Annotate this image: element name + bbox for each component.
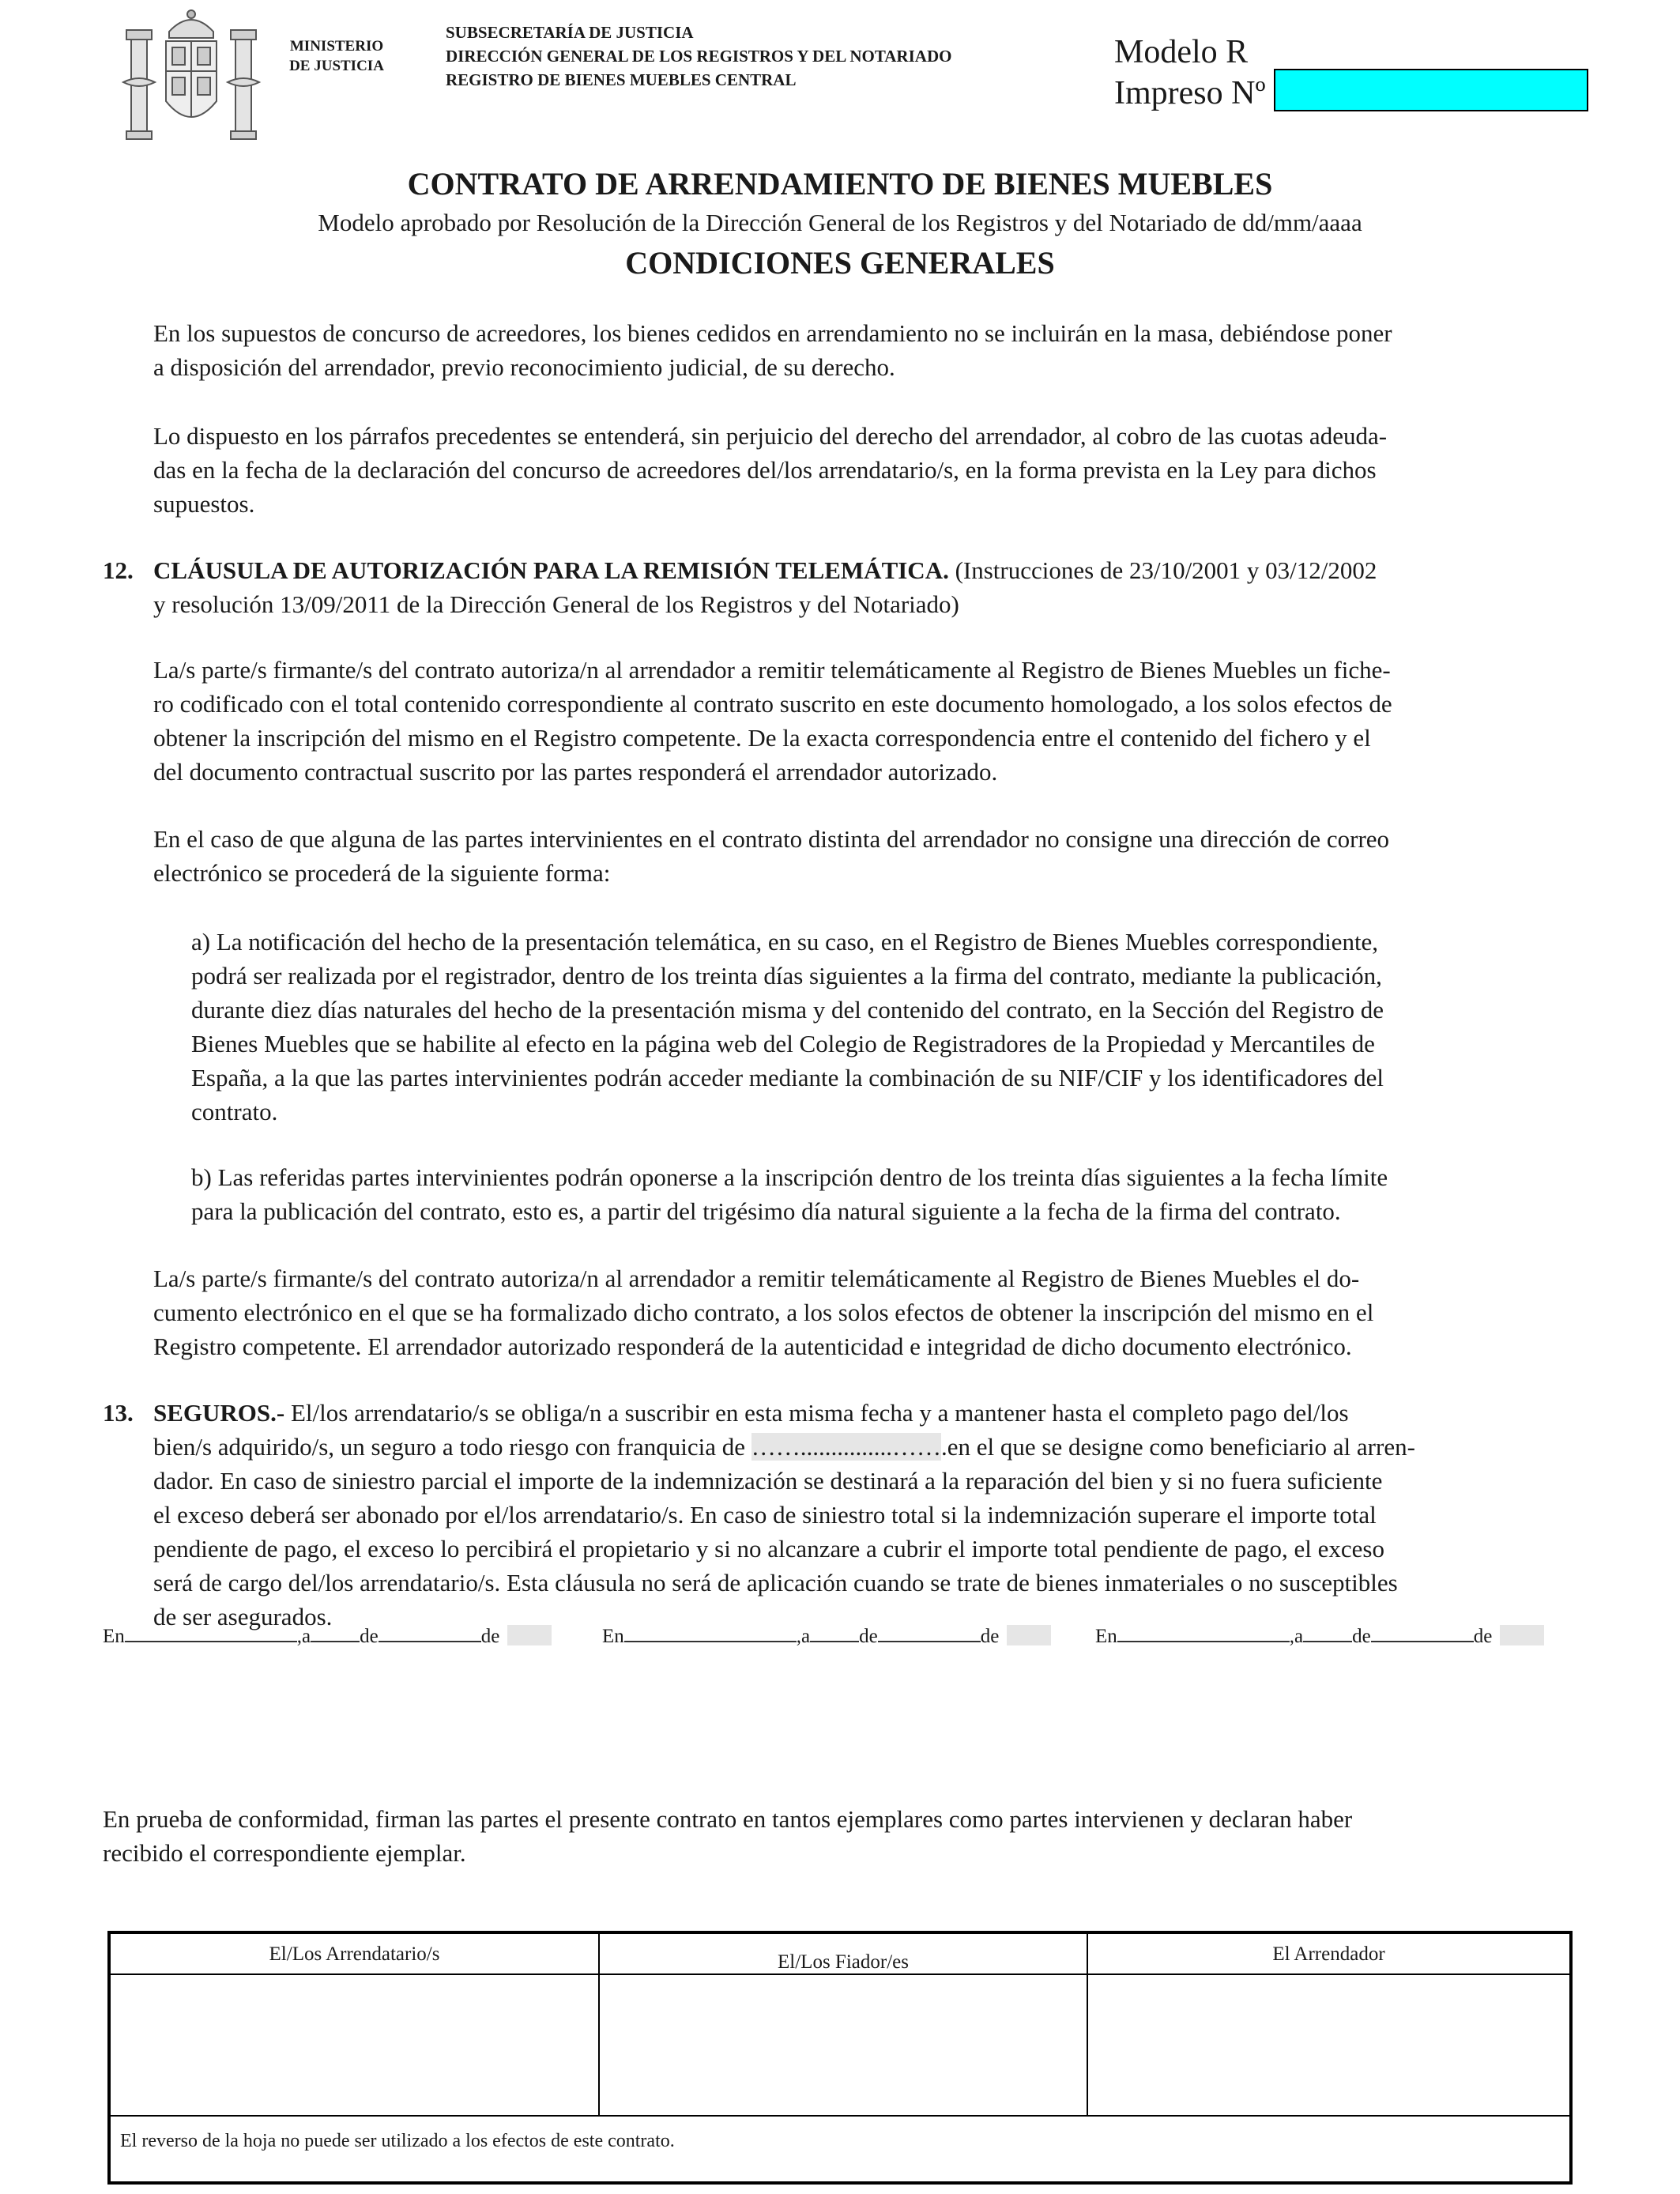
month-label: de (1352, 1626, 1371, 1647)
closing-paragraph (103, 1802, 1578, 1870)
text-line: del documento contractual suscrito por las partes responderá el arrendador autorizado. (153, 758, 998, 786)
text-line: El/los arrendatario/s se obliga/n a suscribir en esta misma fecha y a mantener hasta el completo pago del/los (284, 1399, 1349, 1427)
signature-date-line-1 (103, 1622, 552, 1651)
month-field[interactable] (878, 1622, 981, 1642)
clause-12-item-a (191, 925, 1578, 1129)
month-label: de (859, 1626, 878, 1647)
lessor-signature-area[interactable] (1088, 1975, 1569, 2115)
text-line: En los supuestos de concurso de acreedores, los bienes cedidos en arrendamiento no se incluirán en la masa, debiéndose poner (153, 319, 1392, 347)
signature-table (107, 1931, 1573, 2185)
place-field[interactable] (624, 1622, 797, 1642)
clause-12-paragraph-3 (153, 1261, 1578, 1363)
year-label: de (480, 1626, 500, 1647)
place-field[interactable] (1117, 1622, 1290, 1642)
intro-paragraph-1 (153, 316, 1578, 384)
agency-line: SUBSECRETARÍA DE JUSTICIA (446, 23, 694, 42)
text-line: pendiente de pago, el exceso lo percibirá el propietario y si no alcanzare a cubrir el importe total pendiente de pago, el exceso (153, 1535, 1384, 1563)
day-label: ,a (796, 1626, 811, 1647)
text-line: obtener la inscripción del mismo en el Registro competente. De la exacta correspondencia entre el contenido del fichero y el (153, 724, 1371, 752)
text-line: ro codificado con el total contenido correspondiente al contrato suscrito en este documento homologado, a los solos efectos de (153, 690, 1392, 718)
day-field[interactable] (311, 1622, 360, 1642)
clause-12-title: CLÁUSULA DE AUTORIZACIÓN PARA LA REMISIÓN TELEMÁTICA. (153, 556, 949, 584)
text-line: Registro competente. El arrendador autorizado responderá de la autenticidad e integridad de dicho documento electrónico. (153, 1333, 1352, 1360)
document-title: CONTRATO DE ARRENDAMIENTO DE BIENES MUEBLES (407, 166, 1273, 202)
text-line: La/s parte/s firmante/s del contrato autoriza/n al arrendador a remitir telemáticamente al Registro de Bienes Muebles un fiche- (153, 656, 1391, 684)
text-line: b) Las referidas partes intervinientes podrán oponerse a la inscripción dentro de los treinta días siguientes a la fecha límite (191, 1163, 1388, 1191)
text-line: cumento electrónico en el que se ha formalizado dicho contrato, a los solos efectos de obtener la inscripción del mismo en el (153, 1299, 1374, 1326)
text-line: supuestos. (153, 490, 255, 518)
year-label: de (1473, 1626, 1493, 1647)
text-line: y resolución 13/09/2011 de la Dirección General de los Registros y del Notariado) (153, 590, 959, 618)
text-line: .en el que se designe como beneficiario al arren- (940, 1433, 1415, 1461)
ministry-name (281, 36, 392, 76)
clause-12-reference: (Instrucciones de 23/10/2001 y 03/12/2002 (948, 556, 1377, 584)
signature-date-line-3 (1095, 1622, 1544, 1651)
place-label: En (602, 1626, 624, 1647)
clause-12-paragraph-1 (153, 653, 1578, 789)
day-label: ,a (296, 1626, 311, 1647)
text-line: a disposición del arrendador, previo reconocimiento judicial, de su derecho. (153, 353, 895, 381)
model-label: Modelo R (1114, 34, 1249, 70)
day-field[interactable] (1303, 1622, 1352, 1642)
reverse-side-note: El reverso de la hoja no puede ser utilizado a los efectos de este contrato. (120, 2131, 675, 2151)
section-title: CONDICIONES GENERALES (625, 245, 1055, 281)
month-label: de (360, 1626, 379, 1647)
text-line: dador. En caso de siniestro parcial el importe de la indemnización se destinará a la reparación del bien y si no fuera suficiente (153, 1467, 1383, 1495)
agency-block (446, 21, 951, 92)
coat-of-arms-logo (117, 6, 266, 149)
text-line: Lo dispuesto en los párrafos precedentes se entenderá, sin perjuicio del derecho del arrendador, al cobro de las cuotas adeuda- (153, 422, 1388, 450)
text-line: La/s parte/s firmante/s del contrato autoriza/n al arrendador a remitir telemáticamente al Registro de Bienes Muebles el do- (153, 1265, 1360, 1292)
signature-date-line-2 (602, 1622, 1051, 1651)
impreso-number-field[interactable] (1274, 69, 1588, 111)
text-line: será de cargo del/los arrendatario/s. Esta cláusula no será de aplicación cuando se trate de bienes inmateriales o no susceptibles (153, 1569, 1398, 1596)
text-line: durante diez días naturales del hecho de la presentación misma y del contenido del contrato, en la Sección del Registro de (191, 996, 1384, 1023)
place-label: En (103, 1626, 125, 1647)
clause-12-number: 12. (103, 556, 134, 584)
text-line: España, a la que las partes intervinientes podrán acceder mediante la combinación de su NIF/CIF y los identificadores del (191, 1064, 1384, 1091)
text-line: electrónico se procederá de la siguiente forma: (153, 859, 611, 887)
clause-12-paragraph-2 (153, 822, 1578, 890)
clause-13-body (153, 1396, 1578, 1634)
year-field[interactable] (1007, 1625, 1051, 1646)
text-line: de ser asegurados. (153, 1603, 333, 1630)
month-field[interactable] (1371, 1622, 1474, 1642)
text-line: el exceso deberá ser abonado por el/los arrendatario/s. En caso de siniestro total si la indemnización superare el importe total (153, 1501, 1377, 1529)
lessee-column-header: El/Los Arrendatario/s (269, 1943, 440, 1965)
agency-line: DIRECCIÓN GENERAL DE LOS REGISTROS Y DEL NOTARIADO (446, 47, 952, 66)
table-divider (111, 2115, 1569, 2117)
document-subtitle: Modelo aprobado por Resolución de la Dirección General de los Registros y del Notariado de dd/mm/aaaa (318, 209, 1362, 236)
clause-12-item-b (191, 1160, 1578, 1228)
text-line: bien/s adquirido/s, un seguro a todo riesgo con franquicia de (153, 1433, 751, 1461)
deductible-amount-field[interactable]: ……...............…… (751, 1433, 941, 1461)
clause-13-title: SEGUROS.- (153, 1399, 285, 1427)
text-line: En el caso de que alguna de las partes intervinientes en el contrato distinta del arrendador no consigne una dirección de correo (153, 825, 1390, 853)
intro-paragraph-2 (153, 419, 1578, 521)
year-label: de (980, 1626, 1000, 1647)
text-line: En prueba de conformidad, firman las partes el presente contrato en tantos ejemplares como partes intervienen y declaran haber (103, 1805, 1353, 1833)
text-line: podrá ser realizada por el registrador, dentro de los treinta días siguientes a la firma del contrato, mediante la publicación, (191, 962, 1382, 990)
text-line: para la publicación del contrato, esto es, a partir del trigésimo día natural siguiente a la fecha de la firma del contrato. (191, 1197, 1341, 1225)
agency-line: REGISTRO DE BIENES MUEBLES CENTRAL (446, 70, 797, 89)
place-field[interactable] (125, 1622, 297, 1642)
text-line: das en la fecha de la declaración del concurso de acreedores del/los arrendatario/s, en la forma prevista en la Ley para dichos (153, 456, 1377, 484)
text-line: recibido el correspondiente ejemplar. (103, 1839, 466, 1867)
day-label: ,a (1289, 1626, 1304, 1647)
clause-12-heading (153, 553, 1578, 621)
guarantor-signature-area[interactable] (600, 1975, 1087, 2115)
month-field[interactable] (379, 1622, 481, 1642)
day-field[interactable] (810, 1622, 859, 1642)
impreso-label: Impreso Nº (1114, 75, 1266, 111)
text-line: contrato. (191, 1098, 278, 1125)
lessor-column-header: El Arrendador (1272, 1943, 1385, 1965)
ministry-line-1: MINISTERIO (289, 38, 384, 55)
ministry-line-2: DE JUSTICIA (289, 58, 384, 74)
lessee-signature-area[interactable] (111, 1975, 598, 2115)
text-line: Bienes Muebles que se habilite al efecto en la página web del Colegio de Registradores de la Propiedad y Mercantiles de (191, 1030, 1375, 1057)
year-field[interactable] (507, 1625, 552, 1646)
text-line: a) La notificación del hecho de la presentación telemática, en su caso, en el Registro de Bienes Muebles correspondiente, (191, 928, 1379, 956)
clause-13-number: 13. (103, 1399, 134, 1427)
year-field[interactable] (1500, 1625, 1544, 1646)
place-label: En (1095, 1626, 1117, 1647)
guarantor-column-header: El/Los Fiador/es (778, 1951, 909, 1973)
